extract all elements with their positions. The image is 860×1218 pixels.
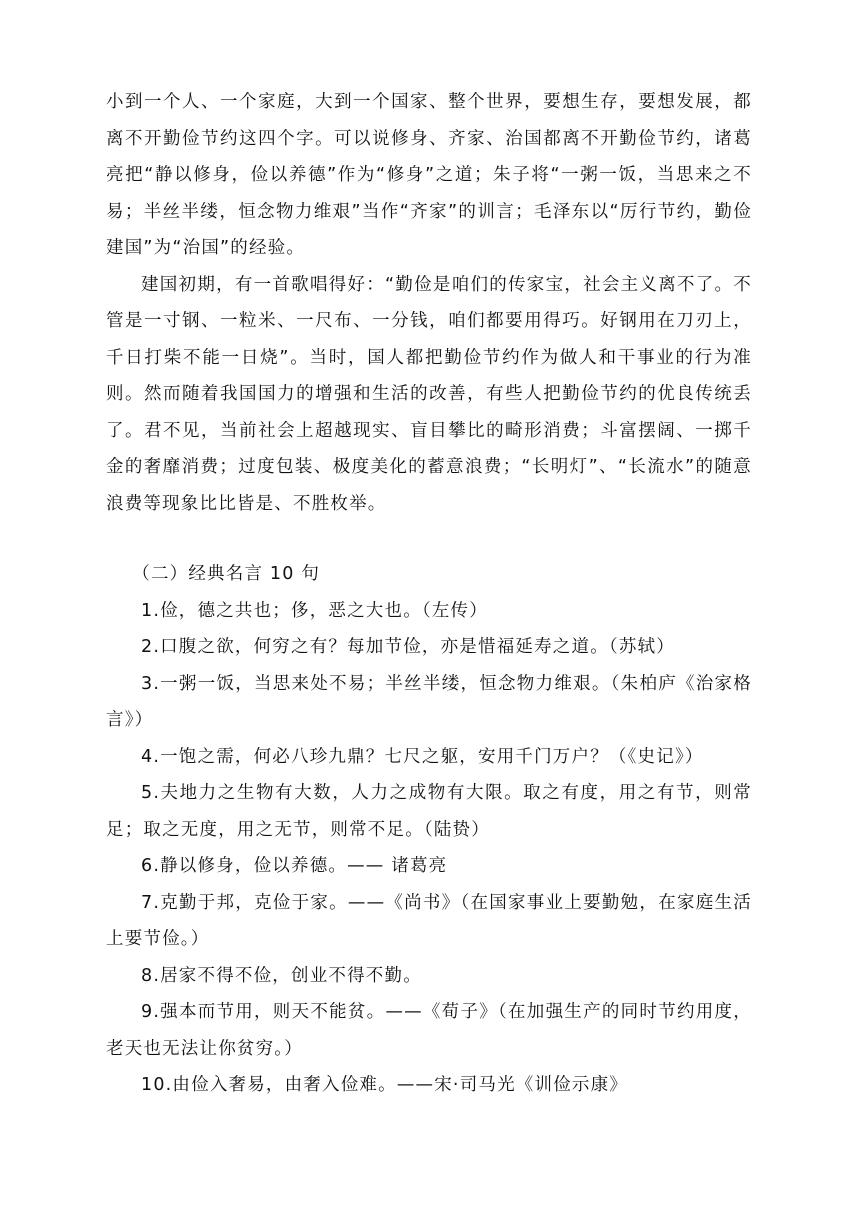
paragraph-founding-era: 建国初期，有一首歌唱得好：“勤俭是咱们的传家宝，社会主义离不了。不管是一寸钢、一粒米、一尺布、一分钱，咱们都要用得巧。好钢用在刀刃上，千日打柴不能一日烧”。当时，国人都把勤俭节约作为做人和干事业的行为准则。然而随着我国国力的增强和生活的改善，有些人把勤俭节约的优良传统丢了。君不见，当前社会上超越现实、盲目攀比的畸形消费；斗富摆阔、一掷千金的奢靡消费；过度包装、极度美化的蓄意浪费；“长明灯”、“长流水”的随意浪费等现象比比皆是、不胜枚举。 (106, 274, 752, 514)
quote-item: 9.强本而节用，则天不能贫。——《荀子》（在加强生产的同时节约用度，老天也无法让你贫穷。） (106, 1002, 752, 1059)
quote-item: 4.一饱之需，何必八珍九鼎？七尺之躯，安用千门万户？（《史记》） (141, 746, 704, 767)
quote-item: 3.一粥一饭，当思来处不易；半丝半缕，恒念物力维艰。（朱柏庐《治家格言》） (106, 673, 752, 730)
quote-item: 6.静以修身，俭以养德。—— 诸葛亮 (141, 856, 448, 876)
quote-item: 8.居家不得不俭，创业不得不勤。 (141, 965, 422, 986)
quote-item: 5.夫地力之生物有大数，人力之成物有大限。取之有度，用之有节，则常足；取之无度，用之无节，则常不足。（陆贽） (106, 783, 752, 840)
document-page (106, 84, 752, 1104)
quote-item: 7.克勤于邦，克俭于家。——《尚书》（在国家事业上要勤勉，在家庭生活上要节俭。） (106, 892, 752, 949)
section-spacer (106, 522, 752, 556)
quote-item: 1.俭，德之共也；侈，恶之大也。（左传） (141, 600, 488, 621)
paragraph-frugality-importance: 小到一个人、一个家庭，大到一个国家、整个世界，要想生存，要想发展，都离不开勤俭节约这四个字。可以说修身、齐家、治国都离不开勤俭节约，诸葛亮把“静以修身，俭以养德”作为“修身”之道；朱子将“一粥一饭，当思来之不易；半丝半缕，恒念物力维艰”当作“齐家”的训言；毛泽东以“厉行节约，勤俭建国”为“治国”的经验。 (106, 92, 752, 258)
section-title-classic-quotes: （二）经典名言 10 句 (132, 564, 321, 584)
quote-item: 2.口腹之欲，何穷之有？每加节俭，亦是惜福延寿之道。（苏轼） (141, 637, 675, 657)
quote-item: 10.由俭入奢易，由奢入俭难。——宋·司马光《训俭示康》 (141, 1075, 628, 1095)
